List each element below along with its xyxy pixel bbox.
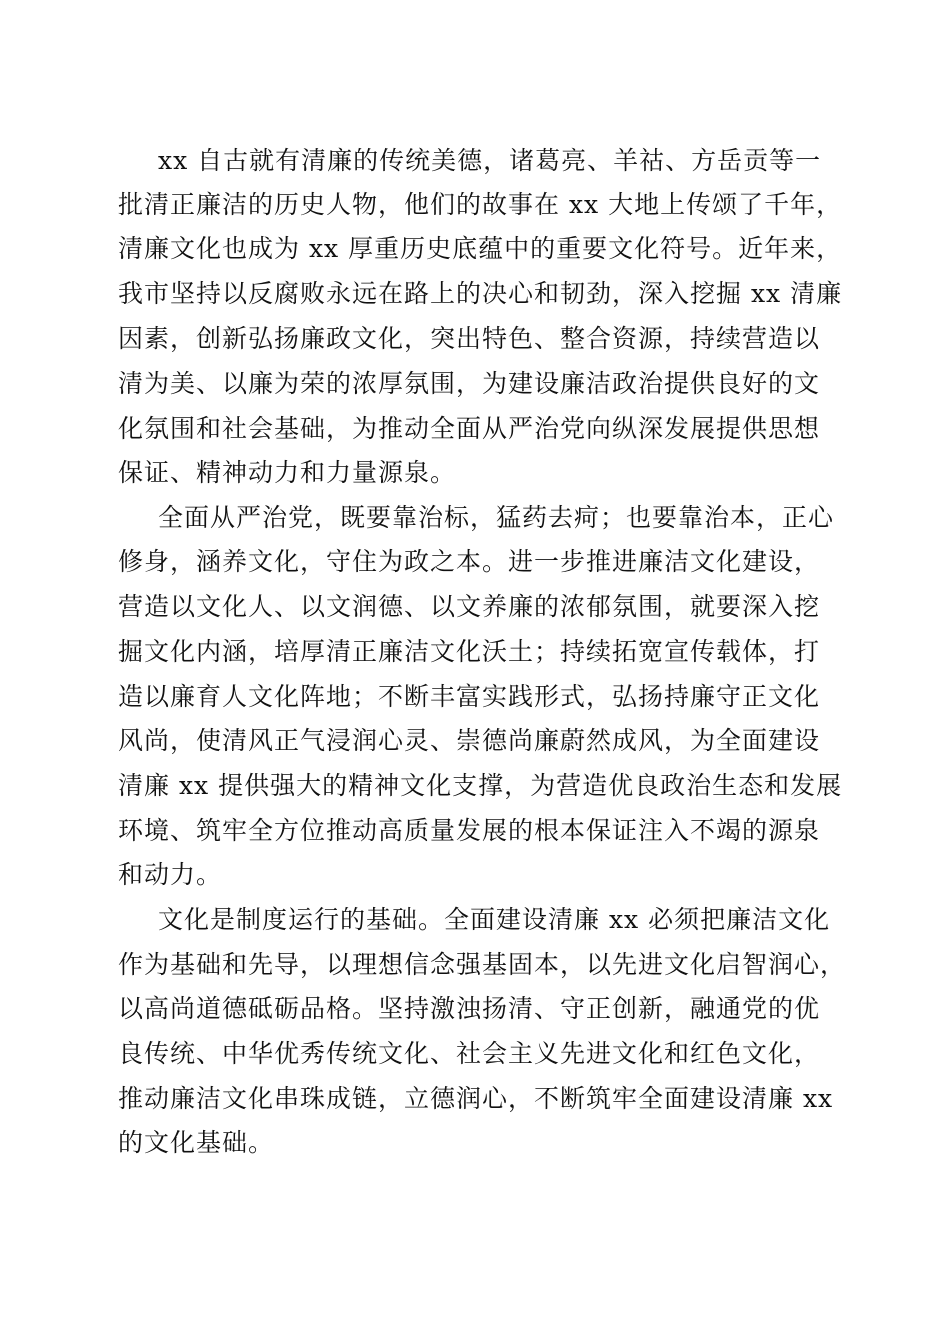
paragraph-line: 批清正廉洁的历史人物，他们的故事在 xx 大地上传颂了千年，	[118, 190, 843, 219]
paragraph-line: 化氛围和社会基础，为推动全面从严治党向纵深发展提供思想	[118, 414, 821, 443]
paragraph-line: 修身，涵养文化，守住为政之本。进一步推进廉洁文化建设，	[118, 547, 821, 576]
paragraph-line: 造以廉育人文化阵地；不断丰富实践形式，弘扬持廉守正文化	[118, 682, 821, 711]
paragraph-line: xx 自古就有清廉的传统美德，诸葛亮、羊祜、方岳贡等一	[158, 146, 822, 175]
paragraph-line: 因素，创新弘扬廉政文化，突出特色、整合资源，持续营造以	[118, 324, 821, 353]
paragraph-line: 全面从严治党，既要靠治标，猛药去疴；也要靠治本，正心	[158, 503, 835, 532]
paragraph-line: 以高尚道德砥砺品格。坚持激浊扬清、守正创新，融通党的优	[118, 994, 821, 1023]
paragraph-line: 我市坚持以反腐败永远在路上的决心和韧劲，深入挖掘 xx 清廉	[118, 279, 843, 308]
paragraph-line: 保证、精神动力和力量源泉。	[118, 458, 457, 487]
paragraph-line: 风尚，使清风正气浸润心灵、崇德尚廉蔚然成风，为全面建设	[118, 726, 821, 755]
paragraph-line: 和动力。	[118, 860, 223, 889]
paragraph-line: 清为美、以廉为荣的浓厚氛围，为建设廉洁政治提供良好的文	[118, 369, 821, 398]
paragraph-line: 清廉文化也成为 xx 厚重历史底蕴中的重要文化符号。近年来，	[118, 234, 843, 263]
paragraph-line: 营造以文化人、以文润德、以文养廉的浓郁氛围，就要深入挖	[118, 592, 821, 621]
paragraph-line: 推动廉洁文化串珠成链，立德润心，不断筑牢全面建设清廉 xx	[118, 1084, 834, 1113]
paragraph-line: 的文化基础。	[118, 1128, 275, 1157]
paragraph-line: 环境、筑牢全方位推动高质量发展的根本保证注入不竭的源泉	[118, 816, 821, 845]
paragraph-line: 清廉 xx 提供强大的精神文化支撑，为营造优良政治生态和发展	[118, 771, 843, 800]
paragraph-line: 作为基础和先导，以理想信念强基固本，以先进文化启智润心，	[118, 950, 847, 979]
paragraph-line: 文化是制度运行的基础。全面建设清廉 xx 必须把廉洁文化	[158, 905, 831, 934]
paragraph-line: 良传统、中华优秀传统文化、社会主义先进文化和红色文化，	[118, 1039, 821, 1068]
paragraph-line: 掘文化内涵，培厚清正廉洁文化沃土；持续拓宽宣传载体，打	[118, 637, 821, 666]
